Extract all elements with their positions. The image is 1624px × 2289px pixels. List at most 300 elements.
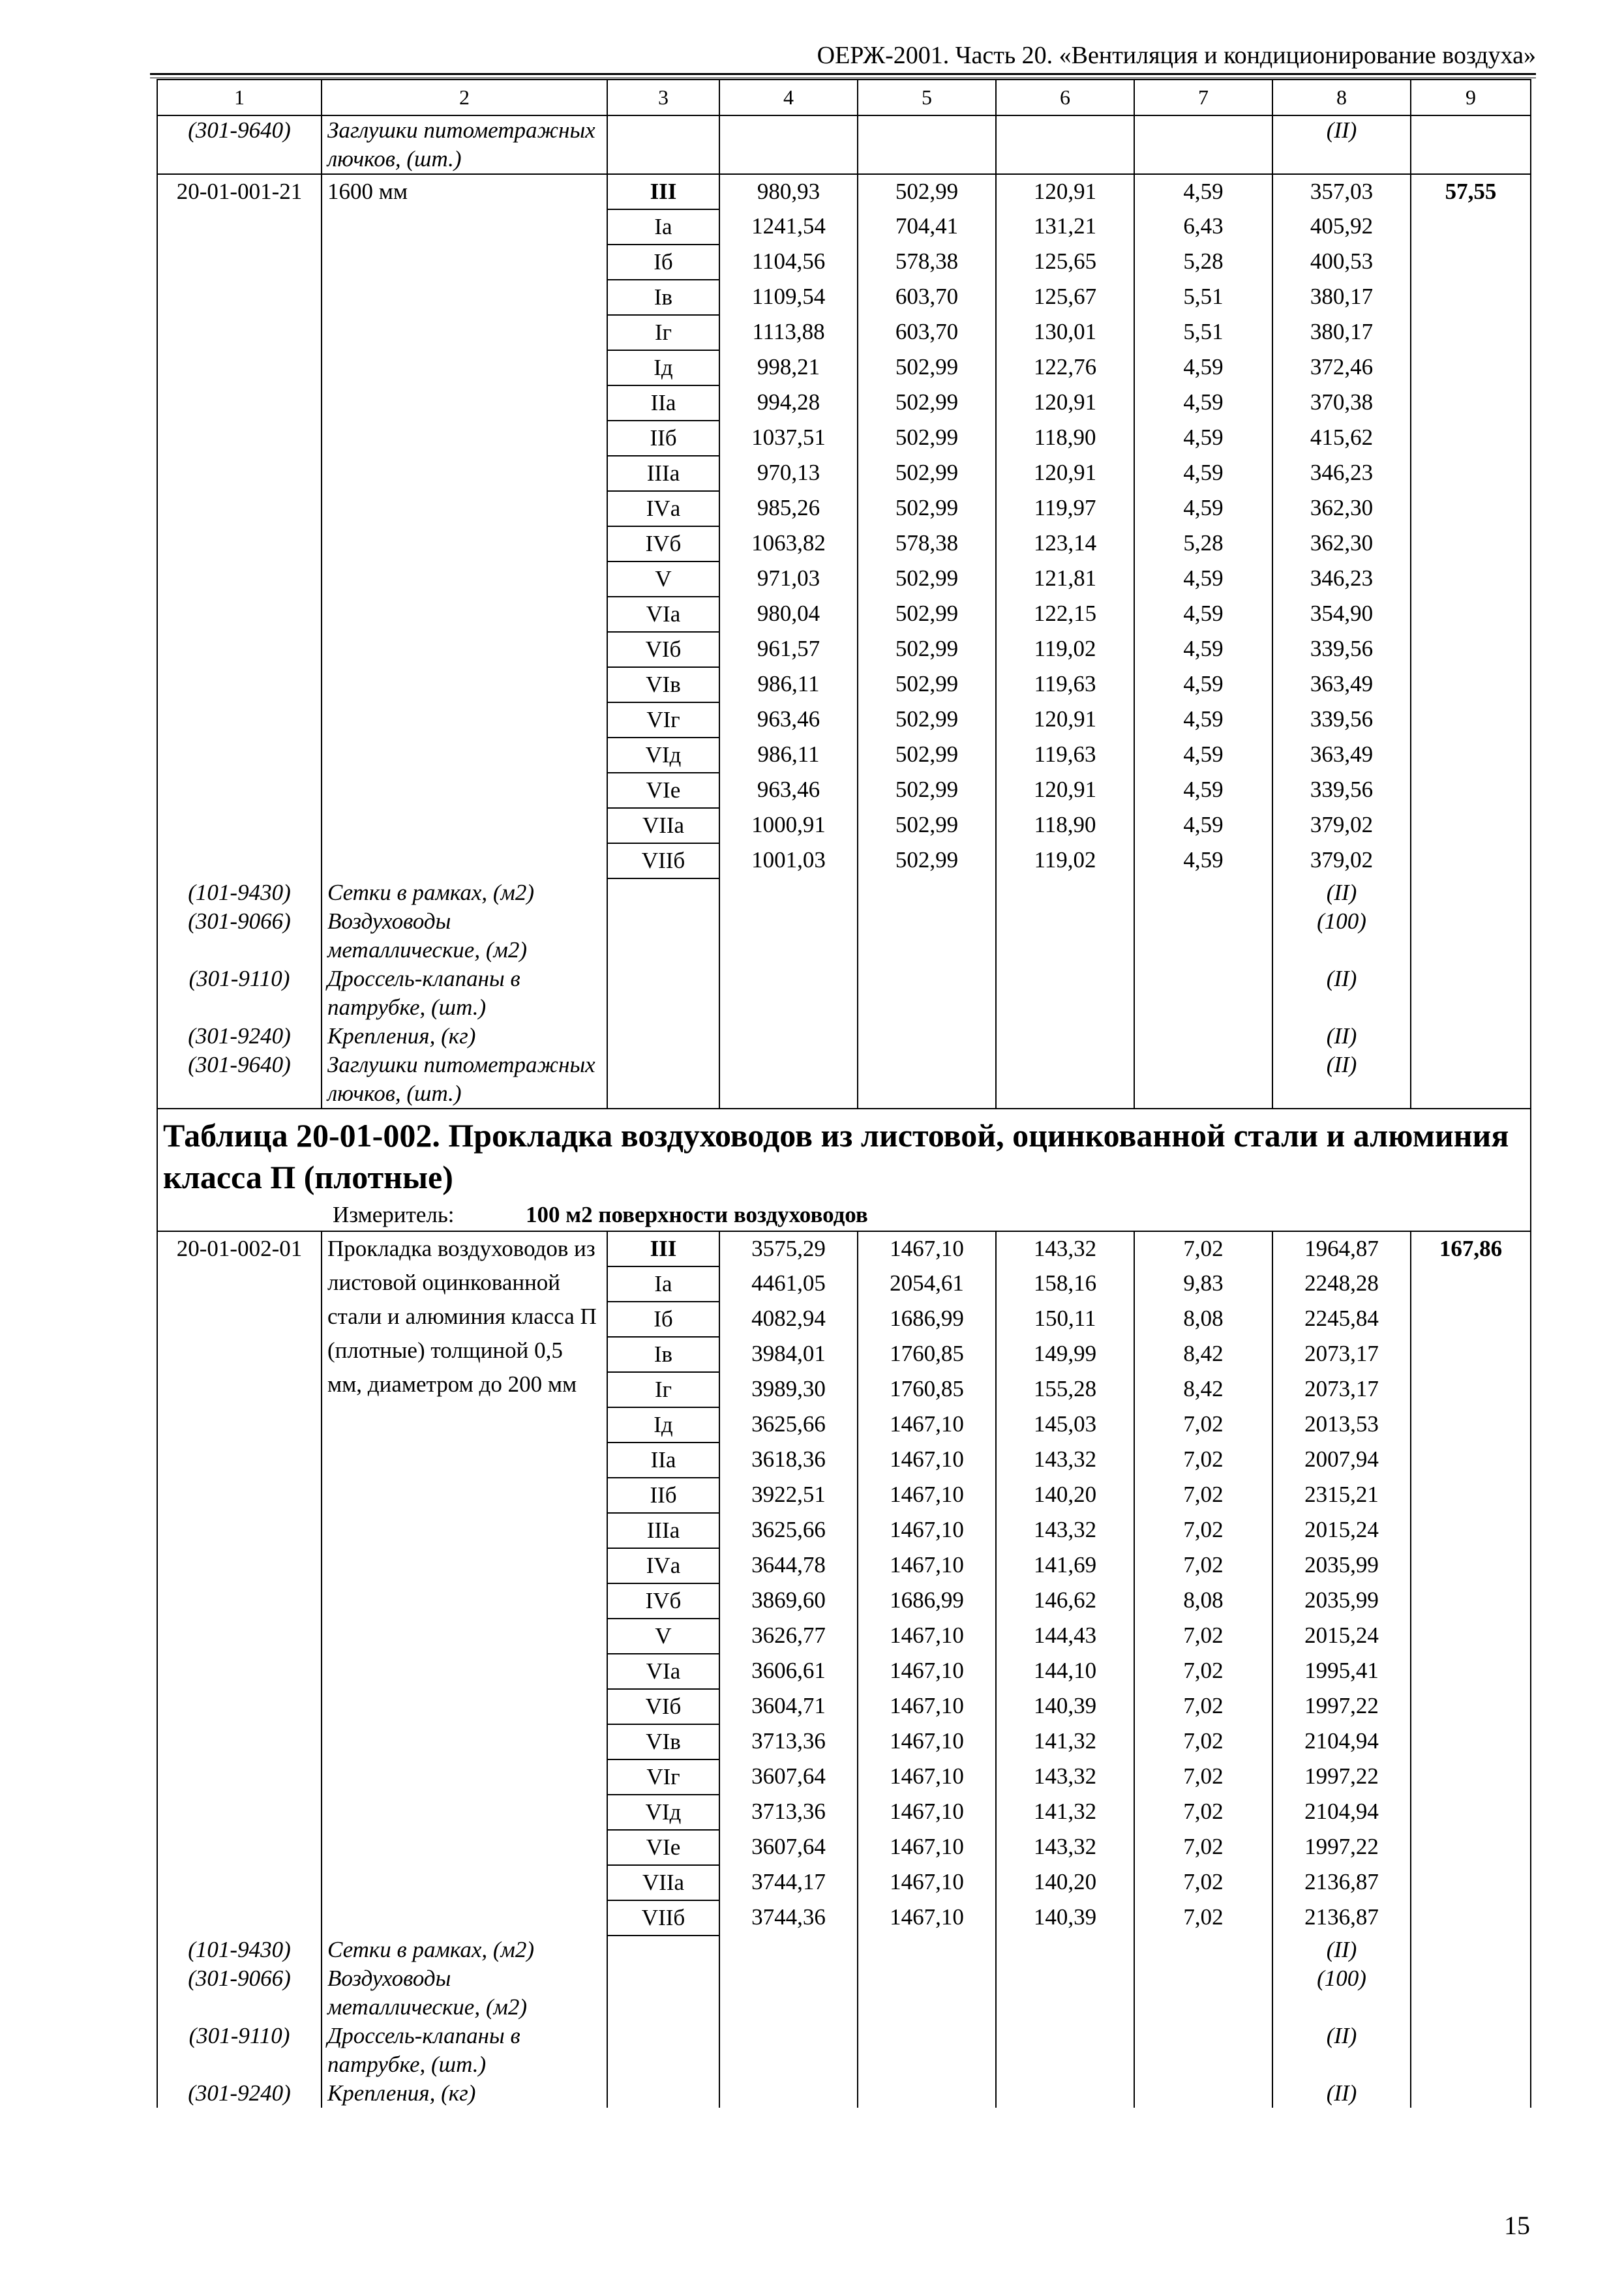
resource-value: (100)	[1272, 907, 1411, 965]
empty-cell	[1134, 1936, 1272, 1964]
price-value: 370,38	[1272, 385, 1411, 421]
resource-row	[157, 907, 1531, 965]
region-group: VIб	[607, 632, 719, 667]
price-value: 7,02	[1134, 1231, 1272, 1266]
region-group: IIб	[607, 421, 719, 456]
price-value: 970,13	[719, 456, 858, 491]
empty-cell	[996, 1051, 1134, 1109]
price-value: 143,32	[996, 1231, 1134, 1266]
region-group: Iв	[607, 280, 719, 315]
resource-code: (301-9240)	[157, 2079, 322, 2108]
region-group: VIв	[607, 1724, 719, 1759]
empty-cell	[996, 2022, 1134, 2079]
price-value: 1964,87	[1272, 1231, 1411, 1266]
price-value: 8,08	[1134, 1302, 1272, 1337]
resource-value: (II)	[1272, 965, 1411, 1022]
resource-code: (301-9240)	[157, 1022, 322, 1051]
empty-cell	[858, 1051, 996, 1109]
price-value: 7,02	[1134, 1759, 1272, 1795]
price-value: 120,91	[996, 385, 1134, 421]
column-number: 7	[1134, 80, 1272, 115]
unit-label: Измеритель:	[333, 1202, 455, 1227]
price-value: 961,57	[719, 632, 858, 667]
price-value: 1467,10	[858, 1865, 996, 1900]
price-value: 4,59	[1134, 667, 1272, 702]
price-value: 140,20	[996, 1478, 1134, 1513]
region-group: Iг	[607, 315, 719, 350]
resource-name: Заглушки питометражных лючков, (шт.)	[322, 115, 607, 174]
price-value: 122,76	[996, 350, 1134, 385]
price-value: 1686,99	[858, 1302, 996, 1337]
price-value: 3713,36	[719, 1724, 858, 1759]
price-value: 145,03	[996, 1407, 1134, 1443]
resource-name: Дроссель-клапаны в патрубке, (шт.)	[322, 965, 607, 1022]
price-value: 7,02	[1134, 1478, 1272, 1513]
price-value: 9,83	[1134, 1266, 1272, 1302]
price-value: 502,99	[858, 456, 996, 491]
price-value: 119,02	[996, 843, 1134, 878]
resource-name: Сетки в рамках, (м2)	[322, 878, 607, 907]
price-value: 502,99	[858, 491, 996, 526]
price-value: 1760,85	[858, 1337, 996, 1372]
price-value: 362,30	[1272, 491, 1411, 526]
price-value: 400,53	[1272, 245, 1411, 280]
resource-code: (101-9430)	[157, 1936, 322, 1964]
resource-value: (II)	[1272, 2022, 1411, 2079]
table-title: Таблица 20-01-002. Прокладка воздуховодов из листовой, оцинкованной стали и алюминия класса П (плотные)	[157, 1109, 1531, 1201]
price-value: 1037,51	[719, 421, 858, 456]
empty-cell	[858, 965, 996, 1022]
price-value: 3604,71	[719, 1689, 858, 1724]
header-rule	[150, 73, 1536, 75]
price-value: 415,62	[1272, 421, 1411, 456]
resource-value: (II)	[1272, 1022, 1411, 1051]
price-value: 3625,66	[719, 1407, 858, 1443]
resource-code: (301-9640)	[157, 1051, 322, 1109]
price-value: 363,49	[1272, 738, 1411, 773]
resource-row	[157, 965, 1531, 1022]
labor-value: 57,55	[1411, 174, 1531, 878]
price-value: 1063,82	[719, 526, 858, 561]
price-value: 1104,56	[719, 245, 858, 280]
region-group: VIIа	[607, 1865, 719, 1900]
region-group: Iг	[607, 1372, 719, 1407]
price-value: 3713,36	[719, 1795, 858, 1830]
price-value: 2073,17	[1272, 1337, 1411, 1372]
empty-cell	[719, 1022, 858, 1051]
price-value: 980,04	[719, 597, 858, 632]
price-value: 502,99	[858, 808, 996, 843]
region-group: IVб	[607, 526, 719, 561]
price-value: 578,38	[858, 526, 996, 561]
price-value: 1001,03	[719, 843, 858, 878]
price-value: 119,97	[996, 491, 1134, 526]
price-value: 1467,10	[858, 1407, 996, 1443]
price-value: 3869,60	[719, 1583, 858, 1619]
empty-cell	[607, 907, 719, 965]
empty-cell	[719, 1051, 858, 1109]
region-group: IIб	[607, 1478, 719, 1513]
empty-cell	[858, 1936, 996, 1964]
price-value: 4,59	[1134, 385, 1272, 421]
empty-cell	[1411, 2022, 1531, 2079]
empty-cell	[858, 1022, 996, 1051]
region-group: VIе	[607, 1830, 719, 1865]
price-value: 120,91	[996, 456, 1134, 491]
region-group: VIб	[607, 1689, 719, 1724]
region-group: Iб	[607, 245, 719, 280]
price-value: 7,02	[1134, 1407, 1272, 1443]
price-value: 380,17	[1272, 315, 1411, 350]
empty-cell	[1411, 965, 1531, 1022]
price-value: 502,99	[858, 738, 996, 773]
price-value: 141,32	[996, 1795, 1134, 1830]
resource-name: Крепления, (кг)	[322, 2079, 607, 2108]
region-group: VIIб	[607, 843, 719, 878]
region-group: IVа	[607, 491, 719, 526]
region-group: VIIа	[607, 808, 719, 843]
price-value: 3989,30	[719, 1372, 858, 1407]
price-value: 4,59	[1134, 738, 1272, 773]
page-header: ОЕРЖ-2001. Часть 20. «Вентиляция и кондиционирование воздуха»	[817, 42, 1536, 69]
price-value: 120,91	[996, 702, 1134, 738]
empty-cell	[1134, 115, 1272, 174]
empty-cell	[607, 878, 719, 907]
price-value: 4082,94	[719, 1302, 858, 1337]
price-value: 7,02	[1134, 1513, 1272, 1548]
resource-row	[157, 878, 1531, 907]
price-value: 7,02	[1134, 1619, 1272, 1654]
resource-row	[157, 1051, 1531, 1109]
price-value: 141,32	[996, 1724, 1134, 1759]
price-value: 4,59	[1134, 174, 1272, 209]
price-value: 1467,10	[858, 1548, 996, 1583]
price-table	[157, 79, 1531, 2108]
resource-value: (100)	[1272, 1964, 1411, 2022]
price-value: 980,93	[719, 174, 858, 209]
resource-value: (II)	[1272, 1051, 1411, 1109]
item-name: Прокладка воздуховодов из листовой оцинкованной стали и алюминия класса П (плотные) толщиной 0,5 мм, диаметром до 200 мм	[322, 1231, 607, 1936]
empty-cell	[996, 1964, 1134, 2022]
price-value: 603,70	[858, 315, 996, 350]
price-value: 380,17	[1272, 280, 1411, 315]
empty-cell	[607, 1936, 719, 1964]
resource-row	[157, 1936, 1531, 1964]
empty-cell	[858, 1964, 996, 2022]
empty-cell	[719, 2079, 858, 2108]
empty-cell	[858, 2022, 996, 2079]
price-value: 1000,91	[719, 808, 858, 843]
price-value: 7,02	[1134, 1795, 1272, 1830]
price-value: 131,21	[996, 209, 1134, 245]
region-group: Iб	[607, 1302, 719, 1337]
labor-value: 167,86	[1411, 1231, 1531, 1936]
empty-cell	[996, 1936, 1134, 1964]
unit-value: 100 м2 поверхности воздуховодов	[526, 1202, 868, 1227]
price-value: 1997,22	[1272, 1759, 1411, 1795]
price-value: 4,59	[1134, 456, 1272, 491]
region-group: VIд	[607, 738, 719, 773]
empty-cell	[607, 1022, 719, 1051]
page-number: 15	[1504, 2211, 1530, 2240]
price-value: 7,02	[1134, 1830, 1272, 1865]
empty-cell	[719, 1936, 858, 1964]
empty-cell	[1134, 878, 1272, 907]
price-value: 1467,10	[858, 1513, 996, 1548]
resource-row	[157, 115, 1531, 174]
item-code: 20-01-001-21	[157, 174, 322, 878]
price-value: 123,14	[996, 526, 1134, 561]
resource-name: Воздуховоды металлические, (м2)	[322, 907, 607, 965]
price-value: 2054,61	[858, 1266, 996, 1302]
empty-cell	[1134, 1022, 1272, 1051]
price-value: 121,81	[996, 561, 1134, 597]
resource-name: Сетки в рамках, (м2)	[322, 1936, 607, 1964]
price-value: 1997,22	[1272, 1830, 1411, 1865]
empty-cell	[719, 907, 858, 965]
price-value: 130,01	[996, 315, 1134, 350]
region-group: III	[607, 1231, 719, 1266]
column-number-row	[157, 80, 1531, 115]
price-value: 7,02	[1134, 1654, 1272, 1689]
price-value: 140,20	[996, 1865, 1134, 1900]
price-value: 5,28	[1134, 526, 1272, 561]
price-value: 339,56	[1272, 632, 1411, 667]
price-value: 1997,22	[1272, 1689, 1411, 1724]
price-value: 6,43	[1134, 209, 1272, 245]
region-group: VIв	[607, 667, 719, 702]
price-value: 578,38	[858, 245, 996, 280]
resource-name: Воздуховоды металлические, (м2)	[322, 1964, 607, 2022]
price-value: 363,49	[1272, 667, 1411, 702]
price-value: 1467,10	[858, 1478, 996, 1513]
price-value: 5,51	[1134, 315, 1272, 350]
price-value: 3606,61	[719, 1654, 858, 1689]
empty-cell	[607, 2079, 719, 2108]
price-value: 1467,10	[858, 1795, 996, 1830]
price-value: 7,02	[1134, 1724, 1272, 1759]
price-value: 120,91	[996, 773, 1134, 808]
empty-cell	[719, 878, 858, 907]
empty-cell	[1134, 1051, 1272, 1109]
resource-code: (301-9110)	[157, 965, 322, 1022]
price-value: 120,91	[996, 174, 1134, 209]
empty-cell	[858, 115, 996, 174]
region-group: VIIб	[607, 1900, 719, 1936]
region-group: V	[607, 561, 719, 597]
price-value: 339,56	[1272, 773, 1411, 808]
price-value: 985,26	[719, 491, 858, 526]
price-value: 2248,28	[1272, 1266, 1411, 1302]
region-group: IIIа	[607, 456, 719, 491]
price-value: 122,15	[996, 597, 1134, 632]
resource-name: Заглушки питометражных лючков, (шт.)	[322, 1051, 607, 1109]
price-value: 118,90	[996, 808, 1134, 843]
price-value: 8,08	[1134, 1583, 1272, 1619]
price-value: 119,63	[996, 667, 1134, 702]
price-value: 1109,54	[719, 280, 858, 315]
region-group: IIIа	[607, 1513, 719, 1548]
price-value: 144,10	[996, 1654, 1134, 1689]
price-value: 5,51	[1134, 280, 1272, 315]
price-value: 7,02	[1134, 1865, 1272, 1900]
price-value: 2035,99	[1272, 1548, 1411, 1583]
price-value: 379,02	[1272, 843, 1411, 878]
price-value: 7,02	[1134, 1900, 1272, 1936]
price-value: 2007,94	[1272, 1443, 1411, 1478]
price-value: 143,32	[996, 1513, 1134, 1548]
price-value: 140,39	[996, 1689, 1134, 1724]
price-value: 3626,77	[719, 1619, 858, 1654]
resource-code: (301-9066)	[157, 1964, 322, 2022]
price-value: 4,59	[1134, 561, 1272, 597]
region-group: VIг	[607, 702, 719, 738]
price-value: 357,03	[1272, 174, 1411, 209]
column-number: 1	[157, 80, 322, 115]
region-group: IIа	[607, 385, 719, 421]
empty-cell	[1411, 1936, 1531, 1964]
price-value: 2136,87	[1272, 1865, 1411, 1900]
resource-row	[157, 1964, 1531, 2022]
price-value: 502,99	[858, 632, 996, 667]
empty-cell	[996, 2079, 1134, 2108]
price-value: 502,99	[858, 350, 996, 385]
region-group: Iд	[607, 350, 719, 385]
resource-code: (301-9640)	[157, 115, 322, 174]
price-value: 963,46	[719, 773, 858, 808]
price-value: 2015,24	[1272, 1619, 1411, 1654]
price-value: 143,32	[996, 1443, 1134, 1478]
empty-cell	[607, 965, 719, 1022]
price-value: 4,59	[1134, 597, 1272, 632]
empty-cell	[996, 1022, 1134, 1051]
price-value: 4,59	[1134, 350, 1272, 385]
resource-name: Дроссель-клапаны в патрубке, (шт.)	[322, 2022, 607, 2079]
region-group: IVб	[607, 1583, 719, 1619]
price-value: 502,99	[858, 843, 996, 878]
empty-cell	[858, 2079, 996, 2108]
item-name: 1600 мм	[322, 174, 607, 878]
empty-cell	[1134, 965, 1272, 1022]
price-value: 7,02	[1134, 1443, 1272, 1478]
price-value: 1995,41	[1272, 1654, 1411, 1689]
region-group: VIг	[607, 1759, 719, 1795]
resource-code: (301-9066)	[157, 907, 322, 965]
price-value: 339,56	[1272, 702, 1411, 738]
empty-cell	[1411, 878, 1531, 907]
price-value: 1241,54	[719, 209, 858, 245]
price-value: 3607,64	[719, 1830, 858, 1865]
price-value: 143,32	[996, 1759, 1134, 1795]
price-value: 141,69	[996, 1548, 1134, 1583]
region-group: VIа	[607, 1654, 719, 1689]
empty-cell	[719, 115, 858, 174]
price-value: 1467,10	[858, 1830, 996, 1865]
price-value: 4,59	[1134, 773, 1272, 808]
price-row	[157, 1231, 1531, 1266]
price-value: 4,59	[1134, 808, 1272, 843]
column-number: 4	[719, 80, 858, 115]
empty-cell	[1411, 907, 1531, 965]
price-value: 150,11	[996, 1302, 1134, 1337]
empty-cell	[1134, 2079, 1272, 2108]
price-value: 986,11	[719, 667, 858, 702]
price-value: 2104,94	[1272, 1795, 1411, 1830]
empty-cell	[1411, 2079, 1531, 2108]
price-value: 7,02	[1134, 1548, 1272, 1583]
region-group: Iа	[607, 1266, 719, 1302]
region-group: V	[607, 1619, 719, 1654]
price-value: 1467,10	[858, 1619, 996, 1654]
price-value: 2035,99	[1272, 1583, 1411, 1619]
region-group: III	[607, 174, 719, 209]
price-value: 119,02	[996, 632, 1134, 667]
price-value: 704,41	[858, 209, 996, 245]
price-value: 1113,88	[719, 315, 858, 350]
region-group: IIа	[607, 1443, 719, 1478]
unit-line	[157, 1201, 1531, 1231]
resource-code: (101-9430)	[157, 878, 322, 907]
price-value: 4,59	[1134, 843, 1272, 878]
resource-code: (301-9110)	[157, 2022, 322, 2079]
column-number: 8	[1272, 80, 1411, 115]
column-number: 3	[607, 80, 719, 115]
price-value: 143,32	[996, 1830, 1134, 1865]
price-value: 1467,10	[858, 1654, 996, 1689]
column-number: 2	[322, 80, 607, 115]
price-value: 502,99	[858, 773, 996, 808]
price-value: 502,99	[858, 385, 996, 421]
price-value: 1467,10	[858, 1724, 996, 1759]
price-value: 1467,10	[858, 1231, 996, 1266]
price-value: 3607,64	[719, 1759, 858, 1795]
empty-cell	[607, 115, 719, 174]
price-value: 1467,10	[858, 1689, 996, 1724]
region-group: VIд	[607, 1795, 719, 1830]
empty-cell	[1411, 1051, 1531, 1109]
price-value: 1467,10	[858, 1759, 996, 1795]
price-value: 4,59	[1134, 421, 1272, 456]
price-value: 8,42	[1134, 1372, 1272, 1407]
price-value: 379,02	[1272, 808, 1411, 843]
price-value: 2315,21	[1272, 1478, 1411, 1513]
price-value: 502,99	[858, 702, 996, 738]
resource-row	[157, 2022, 1531, 2079]
price-value: 3922,51	[719, 1478, 858, 1513]
price-value: 4461,05	[719, 1266, 858, 1302]
price-value: 502,99	[858, 174, 996, 209]
empty-cell	[719, 965, 858, 1022]
price-value: 502,99	[858, 667, 996, 702]
price-value: 3618,36	[719, 1443, 858, 1478]
price-value: 502,99	[858, 561, 996, 597]
price-value: 502,99	[858, 421, 996, 456]
empty-cell	[607, 1964, 719, 2022]
empty-cell	[1411, 1964, 1531, 2022]
price-value: 971,03	[719, 561, 858, 597]
price-value: 1760,85	[858, 1372, 996, 1407]
price-value: 118,90	[996, 421, 1134, 456]
price-value: 3984,01	[719, 1337, 858, 1372]
price-value: 346,23	[1272, 456, 1411, 491]
price-value: 158,16	[996, 1266, 1134, 1302]
item-code: 20-01-002-01	[157, 1231, 322, 1936]
price-value: 346,23	[1272, 561, 1411, 597]
empty-cell	[996, 115, 1134, 174]
empty-cell	[607, 2022, 719, 2079]
price-value: 2015,24	[1272, 1513, 1411, 1548]
price-value: 2136,87	[1272, 1900, 1411, 1936]
